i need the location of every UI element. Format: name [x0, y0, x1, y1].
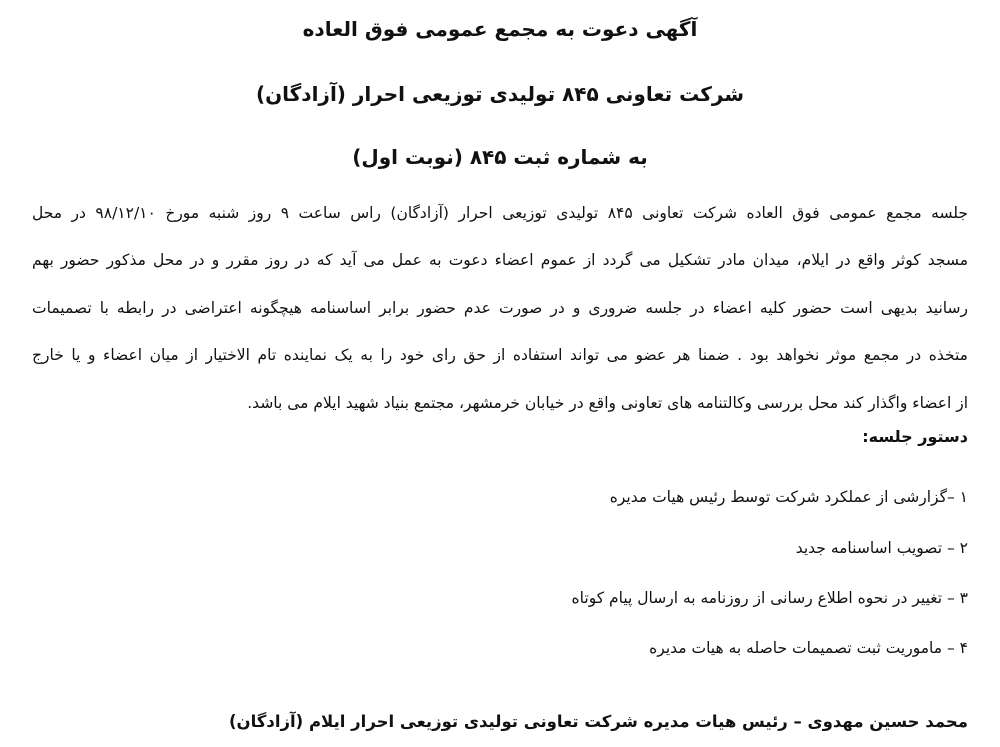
- body-line: مسجد کوثر واقع در ایلام، میدان مادر تشکیل می گردد از عموم اعضاء دعوت به عمل می آید که در روز مقرر و در محل مذکور حضور بهم: [32, 251, 968, 269]
- agenda-item: ۱ –گزارشی از عملکرد شرکت توسط رئیس هیات مدیره: [609, 488, 968, 506]
- body-line: متخذه در مجمع موثر نخواهد بود . ضمنا هر عضو می تواند استفاده از حق رای خود را به یک نماینده تام الاختیار از میان اعضاء و یا خارج: [32, 346, 968, 364]
- body-line: جلسه مجمع عمومی فوق العاده شرکت تعاونی ۸۴۵ تولیدی توزیعی احرار (آزادگان) راس ساعت ۹ روز شنبه مورخ ۹۸/۱۲/۱۰ در محل: [32, 204, 968, 222]
- signature: محمد حسین مهدوی – رئیس هیات مدیره شرکت تعاونی تولیدی توزیعی احرار ایلام (آزادگان): [228, 712, 968, 731]
- agenda-item: ۳ – تغییر در نحوه اطلاع رسانی از روزنامه به ارسال پیام کوتاه: [571, 589, 968, 607]
- agenda-item: ۴ – ماموریت ثبت تصمیمات حاصله به هیات مدیره: [649, 639, 968, 657]
- registration-number: به شماره ثبت ۸۴۵ (نوبت اول): [352, 145, 648, 169]
- company-name: شرکت تعاونی ۸۴۵ تولیدی توزیعی احرار (آزادگان): [255, 82, 745, 106]
- notice-title: آگهی دعوت به مجمع عمومی فوق العاده: [302, 17, 698, 41]
- body-line: از اعضاء واگذار کند محل بررسی وکالتنامه های تعاونی واقع در خیابان خرمشهر، مجتمع بنیاد شهید ایلام می باشد.: [247, 394, 968, 412]
- body-line: رسانید بدیهی است حضور کلیه اعضاء در جلسه ضروری و در صورت عدم حضور برابر اساسنامه هیچگونه اعتراضی در رابطه با تصمیمات: [32, 299, 968, 317]
- agenda-heading: دستور جلسه:: [862, 427, 968, 446]
- agenda-item: ۲ – تصویب اساسنامه جدید: [795, 539, 968, 557]
